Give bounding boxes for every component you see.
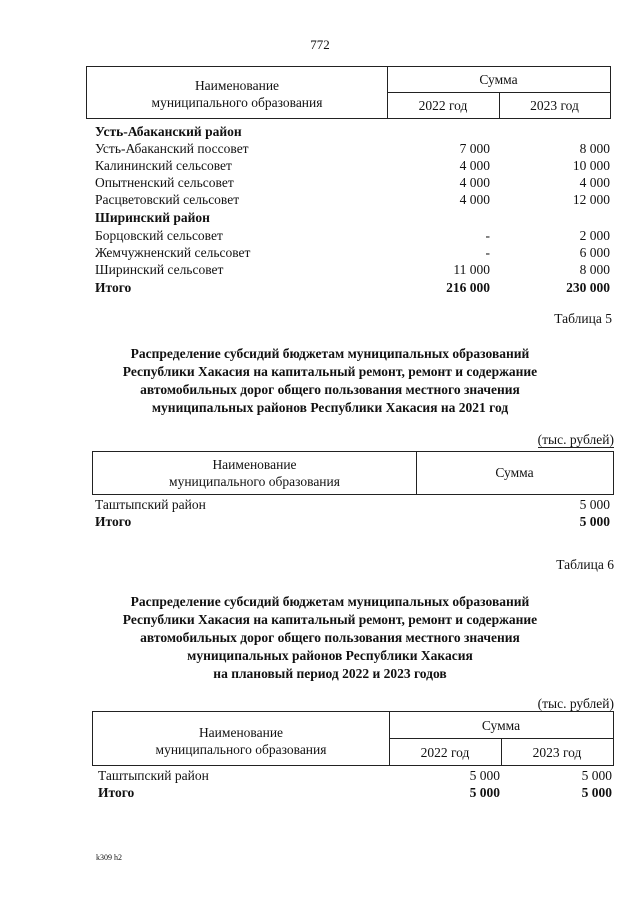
table6-title-line: муниципальных районов Республики Хакасия — [187, 648, 473, 663]
row-value-2023: 5 000 — [581, 785, 612, 800]
table-row — [95, 261, 610, 278]
row-value-2022: - — [485, 228, 490, 243]
row-name: Итого — [98, 785, 135, 800]
table5-title-line: Республики Хакасия на капитальный ремонт, ремонт и содержание — [122, 364, 538, 379]
row-value-2022: 7 000 — [459, 141, 490, 156]
table-row — [95, 209, 610, 226]
row-value-2023: 8 000 — [579, 262, 610, 277]
top-header-sum: Сумма — [479, 72, 518, 87]
table-row — [95, 140, 610, 157]
row-name: Итого — [95, 514, 132, 529]
row-name: Таштыпский район — [95, 497, 206, 512]
row-name: Усть-Абаканский район — [95, 124, 242, 139]
row-name: Борцовский сельсовет — [95, 228, 223, 243]
row-value-2023: 8 000 — [579, 141, 610, 156]
row-value-2022: 216 000 — [446, 280, 490, 295]
table-row — [95, 157, 610, 174]
table6-header-name-line2: муниципального образования — [155, 742, 327, 757]
table-row — [95, 496, 610, 513]
row-value-2023: 12 000 — [572, 192, 610, 207]
row-value-2023: 6 000 — [579, 245, 610, 260]
table6-title-line: на плановый период 2022 и 2023 годов — [213, 666, 447, 681]
row-name: Расцветовский сельсовет — [95, 192, 240, 207]
top-header-year-2022: 2022 год — [418, 98, 468, 113]
table6-header-sum: Сумма — [481, 718, 521, 733]
row-name: Ширинский сельсовет — [95, 262, 224, 277]
table5-label: Таблица 5 — [554, 311, 612, 326]
table-row — [95, 227, 610, 244]
table6-header-year-2023: 2023 год — [532, 745, 582, 760]
table6-header-year-2022: 2022 год — [420, 745, 470, 760]
table6-title-line: Республики Хакасия на капитальный ремонт, ремонт и содержание — [122, 612, 538, 627]
table5-title-line: автомобильных дорог общего пользования местного значения — [140, 382, 520, 397]
row-name: Опытненский сельсовет — [95, 175, 234, 190]
table-row — [95, 244, 610, 261]
total-row — [95, 279, 610, 296]
table5-title-line: Распределение субсидий бюджетам муниципальных образований — [130, 346, 530, 361]
table6-units: (тыс. рублей) — [537, 696, 614, 711]
top-header-year-2023: 2023 год — [530, 98, 579, 113]
top-table-header — [86, 66, 611, 119]
table5-header-sum: Сумма — [495, 465, 534, 480]
table6-header-name-line1: Наименование — [198, 725, 284, 740]
row-value-2022: 4 000 — [459, 158, 490, 173]
row-name: Усть-Абаканский поссовет — [95, 141, 249, 156]
table-row — [95, 123, 610, 140]
row-value: 5 000 — [579, 497, 610, 512]
row-value-2023: 4 000 — [579, 175, 610, 190]
row-name: Ширинский район — [95, 210, 210, 225]
table5-title — [80, 345, 580, 417]
row-value-2022: 5 000 — [469, 768, 500, 783]
table5-header — [92, 451, 614, 495]
row-name: Таштыпский район — [98, 768, 209, 783]
table5-header-name-line2: муниципального образования — [169, 474, 340, 489]
row-value-2023: 5 000 — [581, 768, 612, 783]
table6-title — [80, 593, 580, 683]
table5-units: (тыс. рублей) — [537, 432, 614, 447]
row-value-2023: 10 000 — [572, 158, 610, 173]
row-value-2022: 4 000 — [459, 192, 490, 207]
top-header-name-line2: муниципального образования — [151, 95, 323, 110]
table5-header-name-line1: Наименование — [212, 457, 297, 472]
table-row — [98, 767, 612, 784]
row-value-2022: 11 000 — [453, 262, 490, 277]
row-value-2023: 230 000 — [566, 280, 610, 295]
page-number: 772 — [310, 37, 330, 52]
row-name: Итого — [95, 280, 132, 295]
row-name: Жемчужненский сельсовет — [95, 245, 251, 260]
row-value: 5 000 — [579, 514, 610, 529]
table6-title-line: автомобильных дорог общего пользования местного значения — [140, 630, 520, 645]
row-value-2023: 2 000 — [579, 228, 610, 243]
table5-title-line: муниципальных районов Республики Хакасия на 2021 год — [151, 400, 509, 415]
row-value-2022: 5 000 — [469, 785, 500, 800]
table-row — [95, 174, 610, 191]
top-header-name-line1: Наименование — [194, 78, 280, 93]
table6-label: Таблица 6 — [556, 557, 614, 572]
total-row — [95, 513, 610, 530]
table6-title-line: Распределение субсидий бюджетам муниципальных образований — [130, 594, 530, 609]
table-row — [95, 191, 610, 208]
row-name: Калининский сельсовет — [95, 158, 232, 173]
footer-code: k309 h2 — [96, 853, 122, 862]
row-value-2022: - — [485, 245, 490, 260]
total-row — [98, 784, 612, 801]
table6-header — [92, 711, 614, 766]
row-value-2022: 4 000 — [459, 175, 490, 190]
